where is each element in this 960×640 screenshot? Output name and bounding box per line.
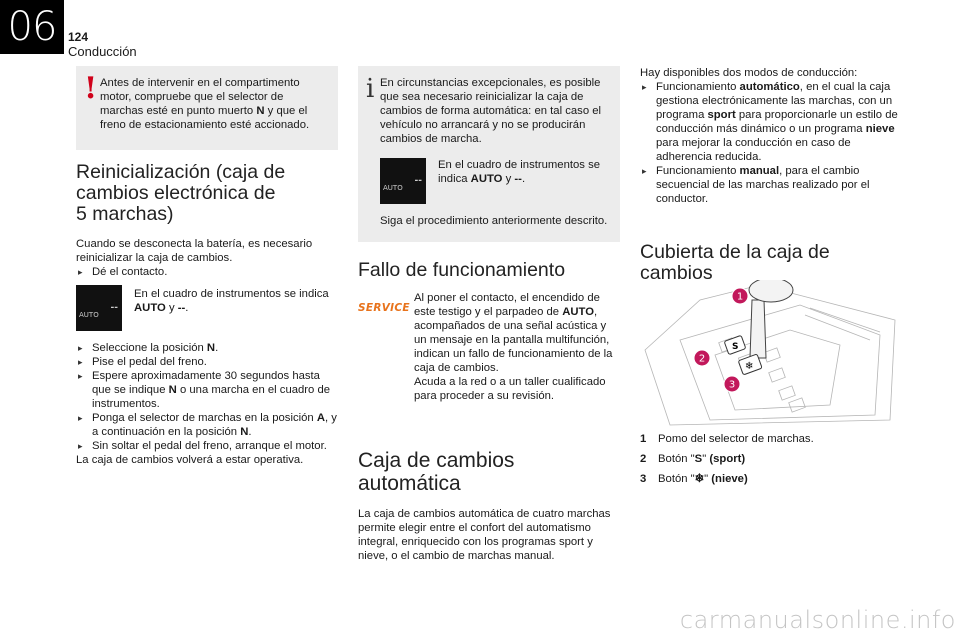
info-indicator-text: En el cuadro de instrumentos se indica AUTO y --. (438, 159, 601, 185)
legend-item: 2 Botón "S" (sport) (640, 453, 746, 465)
legend (640, 432, 902, 492)
warning-exclamation-icon: ! (84, 71, 98, 106)
section-name: Conducción (68, 44, 137, 59)
legend-item: 1 Pomo del selector de marchas. (640, 433, 814, 445)
callout-label-1: 1 (736, 291, 744, 303)
malfunction-text: Al poner el contacto, el encendido de este testigo y el parpadeo de AUTO, acompañados de una señal acústica y un mensaje en la pantalla multifunción, indican un fallo de funcionamiento de la caja de cambios. (414, 292, 613, 374)
service-warning-icon: SERVICE (358, 302, 410, 314)
modes-list (640, 80, 902, 206)
column-2 (358, 66, 620, 563)
list-item: ▸ Funcionamiento automático, en el cual la caja gestiona electrónicamente las marchas, con un programa sport para proporcionarle un estilo de conducción más dinámico o un programa nieve para mejorar la conducción en caso de adherencia reducida. (640, 80, 902, 164)
column-1 (76, 66, 338, 467)
auto-indicator-text: En el cuadro de instrumentos se indica AUTO y --. (134, 288, 329, 314)
info-note: i En circunstancias excepcionales, es posible que sea necesario reinicializar la caja de cambios de forma automática: en tal caso el vehículo no arrancará y no se producirán cambios de marcha. AUTO -- En el cuadro de instrumentos se indica AUTO y --. Siga el procedimiento anteriormente descrito. (358, 66, 620, 242)
auto-gearbox-heading: Caja de cambios automática (358, 449, 515, 495)
list-item: ▸ Pise el pedal del freno. (76, 355, 338, 369)
info-indicator-row (380, 158, 610, 204)
auto-indicator-row (76, 285, 338, 331)
chapter-tab: 06 (0, 0, 64, 54)
auto-indicator-icon: AUTO -- (76, 285, 122, 331)
reset-heading: Reinicialización (caja de cambios electrónica de 5 marchas) (76, 161, 286, 225)
info-followup: Siga el procedimiento anteriormente descrito. (380, 215, 608, 227)
list-item: ▸ Ponga el selector de marchas en la posición A, y a continuación en la posición N. (76, 411, 338, 439)
callout-label-2: 2 (698, 353, 706, 365)
legend-item: 3 Botón "❄" (nieve) (640, 473, 748, 485)
column-3 (640, 66, 902, 284)
list-item: ▸ Dé el contacto. (76, 265, 338, 279)
list-item: ▸ Sin soltar el pedal del freno, arranque el motor. (76, 439, 338, 453)
list-item: ▸ Funcionamiento manual, para el cambio secuencial de las marchas realizado por el conductor. (640, 164, 902, 206)
gearbox-cover-illustration (640, 280, 902, 428)
modes-intro: Hay disponibles dos modos de conducción: (640, 67, 858, 79)
reset-step-list-1 (76, 265, 338, 279)
auto-gearbox-text: La caja de cambios automática de cuatro marchas permite elegir entre el confort del automatismo integral, enriquecido con los programas sport y nieve, o el cambio de marchas manual. (358, 508, 611, 562)
page-number: 124 (68, 30, 89, 44)
malfunction-heading: Fallo de funcionamiento (358, 259, 566, 281)
malfunction-row (358, 291, 620, 403)
watermark: carmanualsonline.info (679, 606, 956, 634)
malfunction-advice: Acuda a la red o a un taller cualificado para proceder a su revisión. (414, 376, 606, 402)
sport-button (724, 335, 746, 354)
callout-label-3: 3 (728, 379, 736, 391)
svg-text:S: S (732, 342, 739, 352)
reset-step-list-2 (76, 341, 338, 453)
reset-closing: La caja de cambios volverá a estar operativa. (76, 454, 304, 466)
svg-text:❄: ❄ (745, 361, 754, 372)
list-item: ▸ Espere aproximadamente 30 segundos hasta que se indique N o una marcha en el cuadro de instrumentos. (76, 369, 338, 411)
list-item: ▸ Seleccione la posición N. (76, 341, 338, 355)
info-icon: i (366, 74, 375, 104)
auto-indicator-icon: AUTO -- (380, 158, 426, 204)
warning-note: ! Antes de intervenir en el compartimento motor, compruebe que el selector de marchas esté en punto muerto N y que el freno de estacionamiento esté accionado. (76, 66, 338, 150)
reset-intro: Cuando se desconecta la batería, es necesario reinicializar la caja de cambios. (76, 238, 313, 264)
gearbox-cover-heading: Cubierta de la caja de cambios (640, 241, 830, 284)
